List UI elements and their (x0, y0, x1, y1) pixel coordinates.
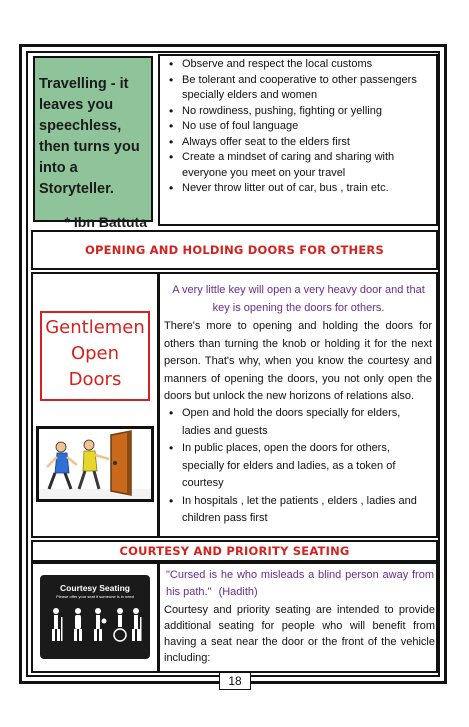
list-item: • No rowdiness, pushing, fighting or yelling (166, 104, 434, 120)
sign-line: Doors (68, 369, 122, 390)
travel-quote-box (33, 56, 153, 230)
doors-heading: OPENING AND HOLDING DOORS FOR OTHERS (85, 243, 384, 257)
list-item: • Be tolerant and cooperative to other passengers specially elders and women (166, 73, 434, 104)
courtesy-seating-sign (40, 575, 150, 659)
quote-author: * Ibn Battuta (64, 214, 147, 230)
sign-subtitle: Please offer your seat if someone is in need (56, 594, 134, 599)
seating-paragraph: Courtesy and priority seating are intended to provide additional seating for people who will benefit from having a seat near the door or the front of the vehicle including: (164, 604, 435, 664)
list-item: • No use of foul language (166, 119, 434, 135)
hadith-quote (166, 567, 434, 601)
travel-etiquette-list (166, 57, 434, 197)
priority-seating-icons (46, 605, 144, 645)
doors-quote: A very little key will open a very heavy door and that key is opening the doors for others. (172, 284, 425, 314)
sign-title: Courtesy Seating (60, 583, 130, 593)
list-item: • Create a mindset of caring and sharing with everyone you meet on your travel (166, 150, 434, 181)
seating-heading: COURTESY AND PRIORITY SEATING (119, 544, 350, 558)
list-item: • In public places, open the doors for others, specially for elders and ladies, as a token of courtesy (166, 440, 431, 493)
sign-line: Gentlemen (45, 317, 145, 338)
hadith-source: (Hadith) (218, 586, 258, 598)
doors-paragraph: There's more to opening and holding the doors for others than turning the knob or holding it for the next person. That's why, when you know the courtesy and manners of opening the doors, you not only open the doors but unlock the new horizons of relations also. (164, 320, 432, 402)
list-item: • Never throw litter out of car, bus , train etc. (166, 181, 434, 197)
travel-quote: Travelling - it leaves you speechless, then turns you into a Storyteller. (39, 76, 140, 197)
list-item: • Open and hold the doors specially for elders, ladies and guests (166, 405, 431, 440)
sign-line: Open (70, 343, 120, 364)
door-holding-illustration (36, 426, 154, 502)
list-item: • Observe and respect the local customs (166, 57, 434, 73)
list-item: • In hospitals , let the patients , elders , ladies and children pass first (166, 493, 431, 528)
list-item: • Always offer seat to the elders first (166, 135, 434, 151)
door-people-icon (39, 429, 151, 499)
page-number: 18 (219, 672, 251, 690)
doors-list (166, 405, 431, 528)
gentlemen-open-doors-sign (40, 311, 150, 401)
hadith-text: "Cursed is he who misleads a blind person away from his path." (166, 569, 434, 598)
